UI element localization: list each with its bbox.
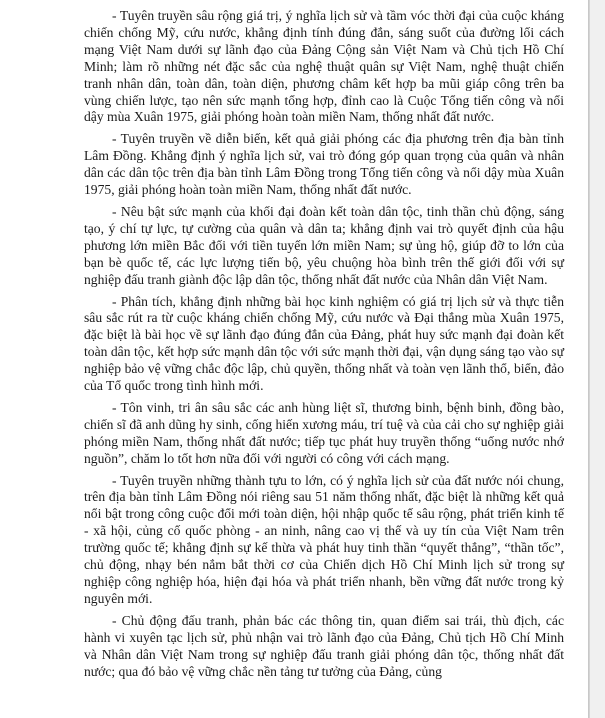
paragraph-2: - Tuyên truyền về diễn biến, kết quả giải phóng các địa phương trên địa bàn tỉnh Lâm Đồng. Khẳng định ý nghĩa lịch sử, vai trò đóng góp quan trọng của quân và nhân dân các dân tộc trên địa bàn tỉnh Lâm Đồng trong Tổng tiến công và nổi dậy mùa Xuân 1975, giải phóng hoàn toàn miền Nam, thống nhất đất nước. [84, 131, 564, 198]
paragraph-1: - Tuyên truyền sâu rộng giá trị, ý nghĩa lịch sử và tầm vóc thời đại của cuộc kháng chiến chống Mỹ, cứu nước, khẳng định tính đúng đắn, sáng suốt của đường lối cách mạng Việt Nam dưới sự lãnh đạo của Đảng Cộng sản Việt Nam và Chủ tịch Hồ Chí Minh; làm rõ những nét đặc sắc của nghệ thuật quân sự Việt Nam, nghệ thuật chiến tranh nhân dân, toàn dân, toàn diện, phương châm kết hợp ba mũi giáp công trên ba vùng chiến lược, tạo nên sức mạnh tổng hợp, đỉnh cao là Cuộc Tổng tiến công và nổi dậy mùa Xuân 1975, giải phóng hoàn toàn miền Nam, thống nhất đất nước. [84, 8, 564, 125]
paragraph-6: - Tuyên truyền những thành tựu to lớn, có ý nghĩa lịch sử của đất nước nói chung, trên địa bàn tỉnh Lâm Đồng nói riêng sau 51 năm thống nhất, đặc biệt là những kết quả nổi bật trong công cuộc đổi mới toàn diện, hội nhập quốc tế sâu rộng, phát triển kinh tế - xã hội, củng cố quốc phòng - an ninh, nâng cao vị thế và uy tín của Việt Nam trên trường quốc tế; khẳng định sự kế thừa và phát huy tinh thần “quyết thắng”, “thần tốc”, chủ động, nhạy bén nắm bắt thời cơ của Chiến dịch Hồ Chí Minh lịch sử trong sự nghiệp công nghiệp hóa, hiện đại hóa và phát triển nhanh, bền vững đất nước trong kỷ nguyên mới. [84, 472, 564, 606]
paragraph-3: - Nêu bật sức mạnh của khối đại đoàn kết toàn dân tộc, tinh thần chủ động, sáng tạo, ý chí tự lực, tự cường của quân và dân ta; khẳng định vai trò quyết định của hậu phương lớn miền Bắc đối với tiền tuyến lớn miền Nam; sự ủng hộ, giúp đỡ to lớn của bạn bè quốc tế, các lực lượng tiến bộ, yêu chuộng hòa bình trên thế giới đối với sự nghiệp đấu tranh giành độc lập dân tộc, thống nhất đất nước của Nhân dân Việt Nam. [84, 203, 564, 287]
paragraph-4: - Phân tích, khẳng định những bài học kinh nghiệm có giá trị lịch sử và thực tiễn sâu sắc rút ra từ cuộc kháng chiến chống Mỹ, cứu nước và Đại thắng mùa Xuân 1975, đặc biệt là bài học về sự lãnh đạo đúng đắn của Đảng, phát huy sức mạnh đại đoàn kết toàn dân tộc, kết hợp sức mạnh dân tộc với sức mạnh thời đại, vận dụng sáng tạo vào sự nghiệp bảo vệ vững chắc độc lập, chủ quyền, thống nhất và toàn vẹn lãnh thổ, biển, đảo của Tổ quốc trong tình hình mới. [84, 293, 564, 394]
document-body [84, 8, 564, 685]
paragraph-5: - Tôn vinh, tri ân sâu sắc các anh hùng liệt sĩ, thương binh, bệnh binh, đồng bào, chiến sĩ đã anh dũng hy sinh, cống hiến xương máu, trí tuệ và của cải cho sự nghiệp giải phóng miền Nam, thống nhất đất nước; tiếp tục phát huy truyền thống “uống nước nhớ nguồn”, chăm lo tốt hơn nữa đối với người có công với cách mạng. [84, 399, 564, 466]
paragraph-7: - Chủ động đấu tranh, phản bác các thông tin, quan điểm sai trái, thù địch, các hành vi xuyên tạc lịch sử, phủ nhận vai trò lãnh đạo của Đảng, Chủ tịch Hồ Chí Minh và Nhân dân Việt Nam trong sự nghiệp đấu tranh giải phóng dân tộc, thống nhất đất nước; qua đó bảo vệ vững chắc nền tảng tư tưởng của Đảng, củng [84, 612, 564, 679]
viewer-gutter [589, 0, 605, 718]
